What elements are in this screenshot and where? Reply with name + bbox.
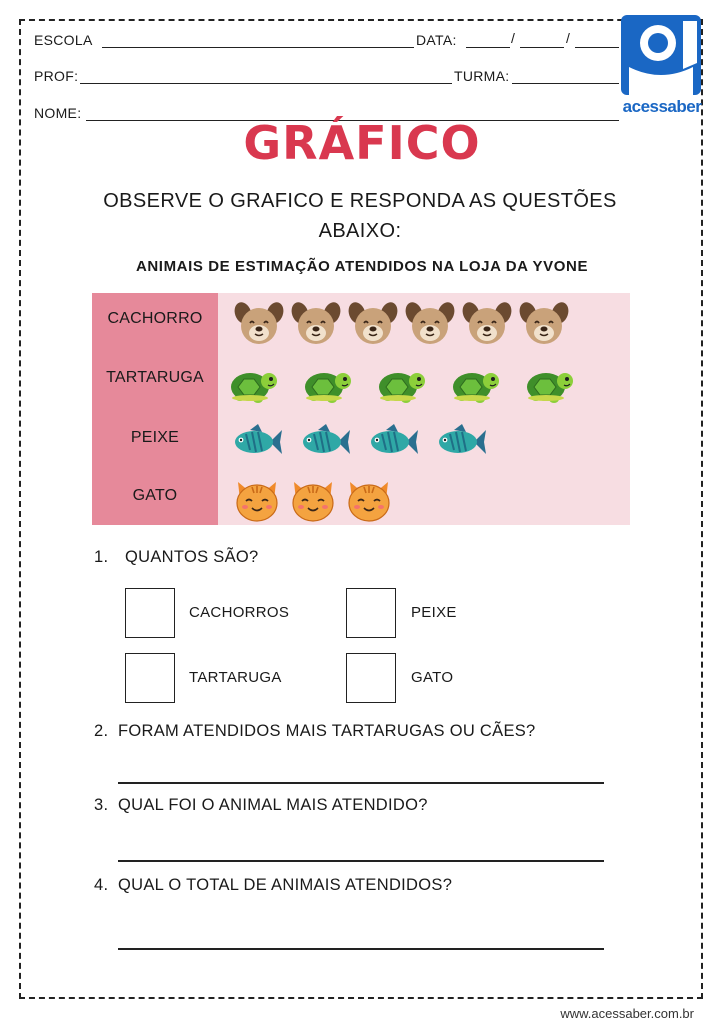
turtle-icon (450, 359, 500, 407)
q3-number: 3. (94, 796, 109, 814)
q2-text: FORAM ATENDIDOS MAIS TARTARUGAS OU CÃES? (118, 722, 536, 740)
data-day-field[interactable] (466, 47, 510, 48)
pictograph-chart (92, 293, 630, 525)
prof-label: PROF: (34, 68, 79, 84)
answer-label-peixe: PEIXE (411, 604, 457, 621)
page-title: GRÁFICO (243, 116, 481, 170)
dog-icon (405, 299, 455, 347)
q2-number: 2. (94, 722, 109, 740)
dog-icon (462, 299, 512, 347)
answer-box-peixe[interactable] (346, 588, 396, 638)
q4-answer-line[interactable] (118, 948, 604, 950)
cat-icon (232, 476, 282, 524)
q3-text: QUAL FOI O ANIMAL MAIS ATENDIDO? (118, 796, 428, 814)
prof-field[interactable] (80, 83, 452, 84)
q1-text: QUANTOS SÃO? (125, 548, 259, 566)
q2-answer-line[interactable] (118, 782, 604, 784)
escola-field[interactable] (102, 47, 414, 48)
data-month-field[interactable] (520, 47, 564, 48)
answer-label-cachorros: CACHORROS (189, 604, 290, 621)
escola-label: ESCOLA (34, 32, 93, 48)
cat-icon (288, 476, 338, 524)
chart-title: ANIMAIS DE ESTIMAÇÃO ATENDIDOS NA LOJA DA YVONE (135, 258, 589, 275)
turma-label: TURMA: (454, 68, 510, 84)
q4-number: 4. (94, 876, 109, 894)
dog-icon (234, 299, 284, 347)
data-year-field[interactable] (575, 47, 619, 48)
turtle-icon (302, 359, 352, 407)
fish-icon (300, 418, 350, 466)
turtle-icon (376, 359, 426, 407)
logo-text: acessaber (622, 97, 702, 116)
instruction-text: OBSERVE O GRAFICO E RESPONDA AS QUESTÕES ABAIXO: (103, 190, 617, 242)
acessaber-logo (621, 15, 703, 123)
fish-icon (368, 418, 418, 466)
turtle-icon (524, 359, 574, 407)
cat-icon (344, 476, 394, 524)
q1-number: 1. (94, 548, 109, 566)
fish-icon (232, 418, 282, 466)
dog-icon (291, 299, 341, 347)
dog-icon (348, 299, 398, 347)
chart-label-column (92, 293, 218, 525)
footer-url: www.acessaber.com.br (560, 1006, 694, 1021)
turtle-icon (228, 359, 278, 407)
fish-icon (436, 418, 486, 466)
row-label-cachorro: CACHORRO (107, 310, 203, 327)
q3-answer-line[interactable] (118, 860, 604, 862)
data-separator: / (511, 30, 516, 46)
row-label-gato: GATO (132, 487, 178, 504)
answer-box-cachorros[interactable] (125, 588, 175, 638)
answer-label-tartaruga: TARTARUGA (189, 669, 282, 686)
row-label-peixe: PEIXE (130, 429, 180, 446)
answer-box-tartaruga[interactable] (125, 653, 175, 703)
q4-text: QUAL O TOTAL DE ANIMAIS ATENDIDOS? (118, 876, 453, 894)
answer-label-gato: GATO (411, 669, 454, 686)
turma-field[interactable] (512, 83, 619, 84)
logo-mark-icon (621, 15, 701, 95)
answer-box-gato[interactable] (346, 653, 396, 703)
data-separator: / (566, 30, 571, 46)
data-label: DATA: (416, 32, 457, 48)
nome-label: NOME: (34, 105, 82, 121)
dog-icon (519, 299, 569, 347)
row-label-tartaruga: TARTARUGA (106, 369, 204, 386)
